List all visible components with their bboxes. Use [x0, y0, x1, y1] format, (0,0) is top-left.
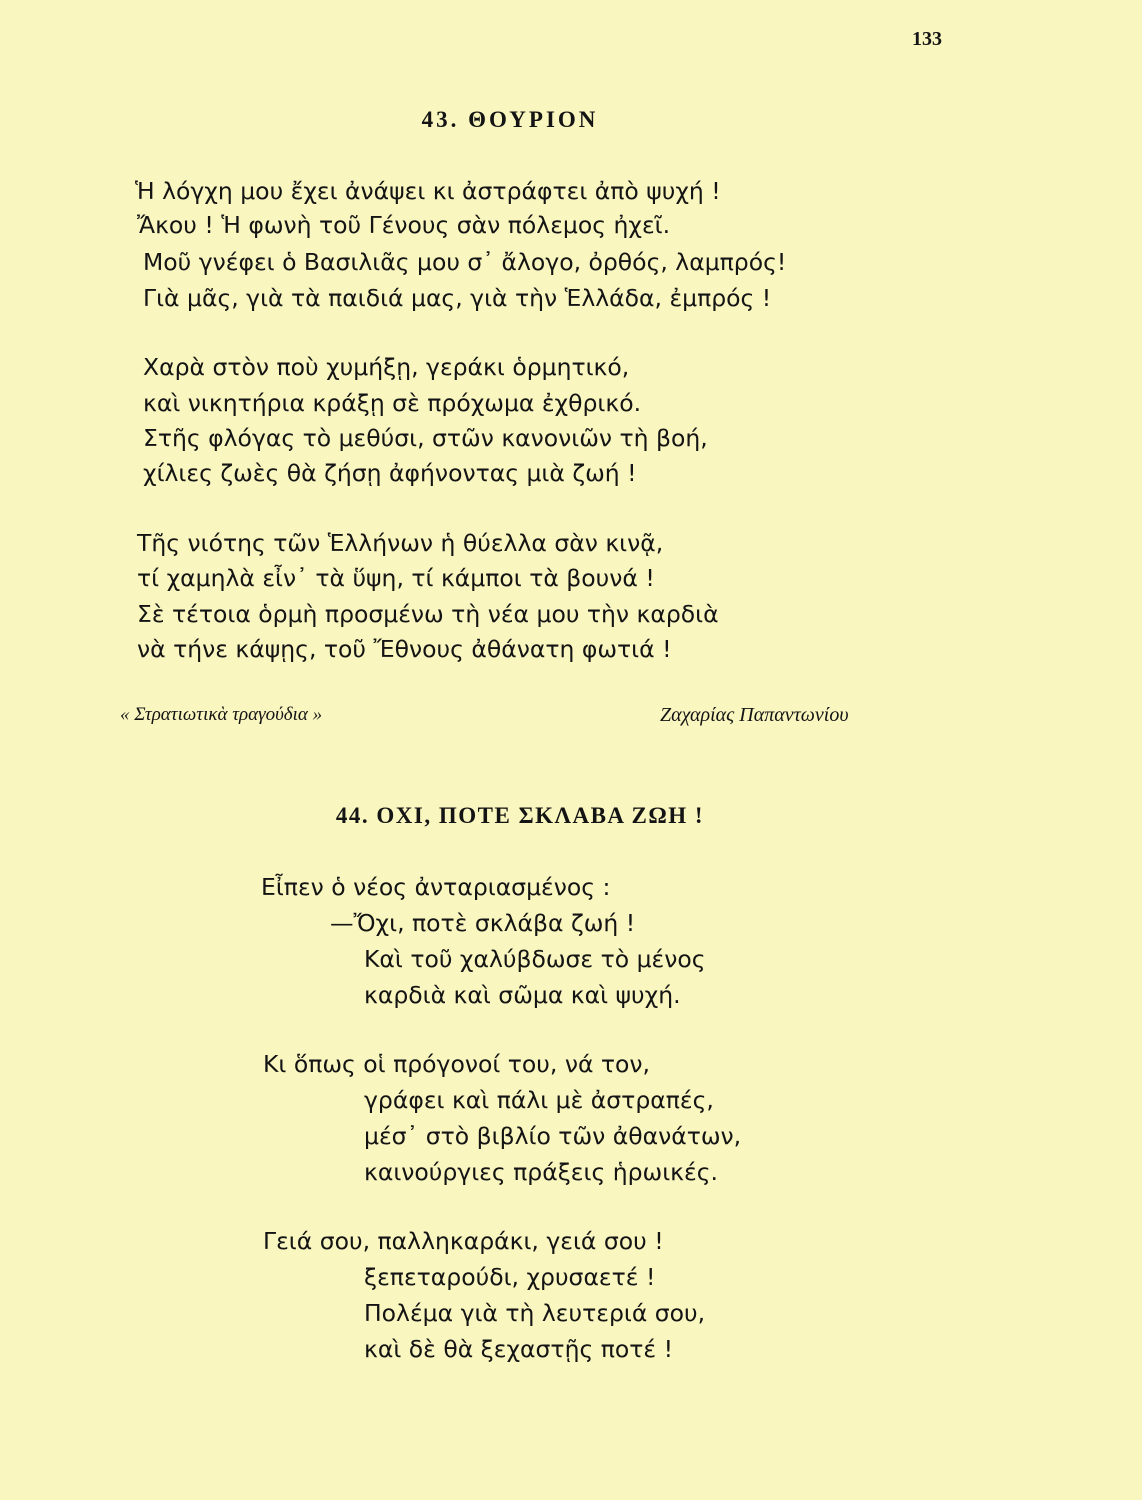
verse-line: Στῆς φλόγας τὸ μεθύσι, στῶν κανονιῶν τὴ βοή, — [143, 424, 708, 452]
verse-line: τί χαμηλὰ εἶν᾽ τὰ ὕψη, τί κάμποι τὰ βουνά ! — [137, 564, 655, 592]
verse-line: χίλιες ζωὲς θὰ ζήσῃ ἀφήνοντας μιὰ ζωή ! — [143, 459, 637, 487]
verse-line: —Ὄχι, ποτὲ σκλάβα ζωή ! — [330, 909, 636, 937]
verse-line: Κι ὅπως οἱ πρόγονοί του, νά τον, — [263, 1050, 651, 1078]
verse-line: Σὲ τέτοια ὁρμὴ προσμένω τὴ νέα μου τὴν καρδιὰ — [137, 600, 719, 628]
verse-line: Ἡ λόγχη μου ἔχει ἀνάψει κι ἀστράφτει ἀπὸ ψυχή ! — [135, 177, 721, 205]
verse-line: μέσ᾽ στὸ βιβλίο τῶν ἀθανάτων, — [364, 1122, 742, 1150]
verse-line: Τῆς νιότης τῶν Ἑλλήνων ἡ θύελλα σὰν κινᾷ, — [137, 529, 664, 557]
poem-author: Ζαχαρίας Παπαντωνίου — [660, 704, 849, 726]
page-number: 133 — [912, 28, 942, 50]
verse-line: νὰ τήνε κάψῃς, τοῦ Ἔθνους ἀθάνατη φωτιά ! — [137, 635, 672, 663]
poem-source: « Στρατιωτικὰ τραγούδια » — [120, 704, 323, 725]
verse-line: Μοῦ γνέφει ὁ Βασιλιᾶς μου σ᾽ ἄλογο, ὀρθός, λαμπρός! — [143, 248, 787, 276]
verse-line: Γιὰ μᾶς, γιὰ τὰ παιδιά μας, γιὰ τὴν Ἑλλάδα, ἐμπρός ! — [143, 284, 772, 312]
verse-line: καὶ νικητήρια κράξῃ σὲ πρόχωμα ἐχθρικό. — [143, 389, 642, 417]
verse-line: καὶ δὲ θὰ ξεχαστῇς ποτέ ! — [364, 1335, 673, 1363]
verse-line: Χαρὰ στὸν ποὺ χυμήξῃ, γεράκι ὁρμητικό, — [143, 353, 630, 381]
verse-line: Καὶ τοῦ χαλύβδωσε τὸ μένος — [364, 945, 706, 973]
poem-title-44: 44. ΟΧΙ, ΠΟΤΕ ΣΚΛΑΒΑ ΖΩΗ ! — [335, 803, 705, 828]
poem-title-43: 43. ΘΟΥΡΙΟΝ — [421, 107, 599, 132]
verse-line: γράφει καὶ πάλι μὲ ἀστραπές, — [364, 1086, 714, 1114]
verse-line: καρδιὰ καὶ σῶμα καὶ ψυχή. — [364, 981, 681, 1009]
verse-line: ξεπεταρούδι, χρυσαετέ ! — [364, 1263, 656, 1291]
verse-line: Πολέμα γιὰ τὴ λευτεριά σου, — [364, 1299, 706, 1327]
verse-line: Γειά σου, παλληκαράκι, γειά σου ! — [263, 1227, 664, 1255]
verse-line: Εἶπεν ὁ νέος ἀνταριασμένος : — [261, 873, 611, 901]
verse-line: καινούργιες πράξεις ἡρωικές. — [364, 1158, 718, 1186]
verse-line: Ἄκου ! Ἡ φωνὴ τοῦ Γένους σὰν πόλεμος ἠχεῖ. — [137, 211, 671, 239]
